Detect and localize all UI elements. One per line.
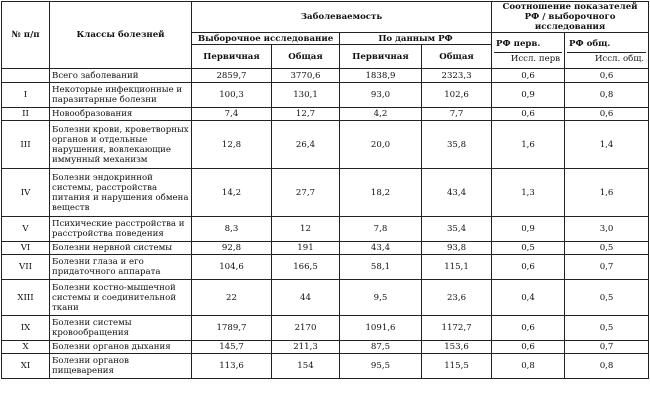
table-row [2,255,649,280]
row-rf-total: 7,7 [422,108,492,121]
row-ratio-total: 1,4 [565,121,649,169]
row-sample-total: 3770,6 [272,69,340,83]
row-sample-total: 44 [272,280,340,316]
row-disease-class: Новообразования [50,108,192,121]
row-rf-primary: 4,2 [340,108,422,121]
row-rf-total: 2323,3 [422,69,492,83]
row-ratio-primary: 0,4 [492,280,565,316]
row-sample-primary: 8,3 [192,217,272,242]
row-sample-primary: 2859,7 [192,69,272,83]
row-sample-total: 12,7 [272,108,340,121]
row-disease-class: Психические расстройства и расстройства поведения [50,217,192,242]
header-rf-primary-top: РФ перв. [496,39,541,49]
row-num: XIII [2,280,50,316]
row-sample-total: 130,1 [272,83,340,108]
row-ratio-primary: 1,3 [492,169,565,217]
row-ratio-total: 1,6 [565,169,649,217]
row-rf-primary: 95,5 [340,354,422,379]
row-sample-primary: 22 [192,280,272,316]
table-row [2,316,649,341]
row-ratio-total: 0,7 [565,341,649,354]
row-rf-total: 93,8 [422,242,492,255]
table-row [2,69,649,83]
table-row [2,169,649,217]
row-num: V [2,217,50,242]
row-disease-class: Некоторые инфекционные и паразитарные болезни [50,83,192,108]
row-ratio-primary: 0,9 [492,83,565,108]
row-ratio-primary: 0,6 [492,341,565,354]
row-sample-total: 26,4 [272,121,340,169]
table-row [2,280,649,316]
row-rf-primary: 20,0 [340,121,422,169]
row-rf-primary: 1838,9 [340,69,422,83]
row-num: IV [2,169,50,217]
row-ratio-primary: 0,6 [492,69,565,83]
row-rf-total: 23,6 [422,280,492,316]
row-ratio-primary: 0,8 [492,354,565,379]
row-sample-total: 211,3 [272,341,340,354]
row-ratio-total: 0,8 [565,354,649,379]
row-ratio-primary: 0,6 [492,255,565,280]
row-ratio-total: 0,7 [565,255,649,280]
row-ratio-total: 0,5 [565,316,649,341]
header-num: № п/п [2,2,50,69]
row-sample-total: 2170 [272,316,340,341]
row-sample-primary: 104,6 [192,255,272,280]
row-ratio-total: 0,6 [565,108,649,121]
header-rf-total: Общая [422,45,492,69]
row-rf-total: 35,8 [422,121,492,169]
row-rf-total: 35,4 [422,217,492,242]
table-body [2,69,649,379]
row-num: VI [2,242,50,255]
header-rf-total-top: РФ общ. [569,39,611,49]
header-sample: Выборочное исследование [192,33,340,45]
row-disease-class: Болезни глаза и его придаточного аппарата [50,255,192,280]
table-row [2,121,649,169]
table-row [2,83,649,108]
row-rf-primary: 18,2 [340,169,422,217]
morbidity-table [1,1,649,379]
row-sample-primary: 1789,7 [192,316,272,341]
header-morbidity: Заболеваемость [192,2,492,33]
row-ratio-total: 0,5 [565,242,649,255]
row-rf-total: 115,1 [422,255,492,280]
row-ratio-total: 3,0 [565,217,649,242]
header-rf-total-bottom: Иссл. общ. [594,54,645,64]
row-rf-primary: 1091,6 [340,316,422,341]
header-classes: Классы болезней [50,2,192,69]
header-rf-total-ratio [565,33,649,69]
row-rf-primary: 93,0 [340,83,422,108]
row-sample-primary: 145,7 [192,341,272,354]
row-disease-class: Болезни системы кровообращения [50,316,192,341]
row-num: III [2,121,50,169]
row-num: X [2,341,50,354]
row-sample-total: 191 [272,242,340,255]
row-disease-class: Болезни органов дыхания [50,341,192,354]
row-sample-primary: 113,6 [192,354,272,379]
row-disease-class: Болезни костно-мышечной системы и соединительной ткани [50,280,192,316]
row-rf-primary: 7,8 [340,217,422,242]
header-rf-primary-bottom: Иссл. перв [510,54,561,64]
row-sample-primary: 7,4 [192,108,272,121]
row-disease-class: Болезни эндокринной системы, расстройства питания и нарушения обмена веществ [50,169,192,217]
row-rf-primary: 43,4 [340,242,422,255]
row-rf-total: 102,6 [422,83,492,108]
row-rf-primary: 58,1 [340,255,422,280]
row-sample-total: 12 [272,217,340,242]
row-rf-total: 1172,7 [422,316,492,341]
row-num: II [2,108,50,121]
table-row [2,108,649,121]
row-rf-total: 115,5 [422,354,492,379]
row-sample-primary: 100,3 [192,83,272,108]
row-num [2,69,50,83]
row-disease-class: Болезни органов пищеварения [50,354,192,379]
row-rf-total: 153,6 [422,341,492,354]
row-num: VII [2,255,50,280]
row-num: IX [2,316,50,341]
row-ratio-total: 0,6 [565,69,649,83]
table-row [2,242,649,255]
table-row [2,217,649,242]
row-ratio-primary: 0,6 [492,316,565,341]
row-sample-total: 154 [272,354,340,379]
header-sample-total: Общая [272,45,340,69]
row-ratio-primary: 0,6 [492,108,565,121]
header-sample-primary: Первичная [192,45,272,69]
row-sample-primary: 12,8 [192,121,272,169]
row-ratio-primary: 1,6 [492,121,565,169]
row-ratio-total: 0,8 [565,83,649,108]
row-rf-total: 43,4 [422,169,492,217]
row-sample-total: 166,5 [272,255,340,280]
row-sample-primary: 14,2 [192,169,272,217]
row-ratio-total: 0,5 [565,280,649,316]
header-rf: По данным РФ [340,33,492,45]
row-rf-primary: 87,5 [340,341,422,354]
row-ratio-primary: 0,5 [492,242,565,255]
header-rf-primary: Первичная [340,45,422,69]
row-disease-class: Болезни нервной системы [50,242,192,255]
row-sample-total: 27,7 [272,169,340,217]
row-disease-class: Болезни крови, кроветворных органов и отдельные нарушения, вовлекающие иммунный механизм [50,121,192,169]
row-rf-primary: 9,5 [340,280,422,316]
row-num: XI [2,354,50,379]
row-num: I [2,83,50,108]
table-row [2,354,649,379]
row-sample-primary: 92,8 [192,242,272,255]
header-ratio: Соотношение показателей РФ / выборочного исследования [492,2,649,33]
row-disease-class: Всего заболеваний [50,69,192,83]
header-rf-primary-ratio [492,33,565,69]
row-ratio-primary: 0,9 [492,217,565,242]
table-row [2,341,649,354]
